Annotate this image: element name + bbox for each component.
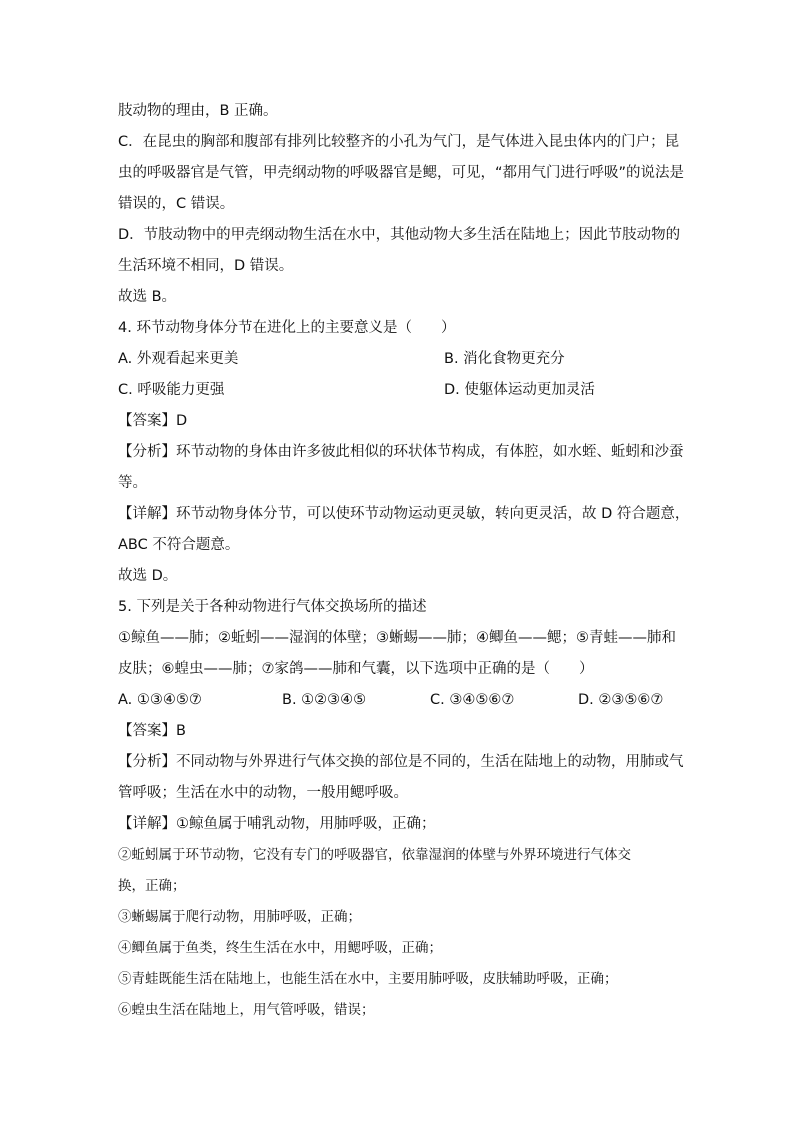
explanation-text: ④鲫鱼属于鱼类，终生生活在水中，用鳃呼吸，正确； [118,940,442,956]
answer-label: 【答案】D [118,413,188,429]
analysis-text: 【分析】不同动物与外界进行气体交换的部位是不同的，生活在陆地上的动物，用肺或气 [118,754,684,770]
analysis-text: 等。 [118,475,147,491]
option-c: C. ③④⑤⑥⑦ [430,692,515,708]
explanation-text: 换，正确； [118,878,186,894]
question-5-statement: 皮肤；⑥蝗虫——肺；⑦家鸽——肺和气囊，以下选项中正确的是（ ） [118,661,594,677]
option-a: A. ①③④⑤⑦ [118,692,202,708]
question-4-options-row-2 [118,375,678,406]
text-line: D．节肢动物中的甲壳纲动物生活在水中，其他动物大多生活在陆地上；因此节肢动物的 [118,227,681,243]
text-line: 故选 B。 [118,289,177,305]
explanation-text: ⑥蝗虫生活在陆地上，用气管呼吸，错误； [118,1002,375,1018]
analysis-text: 管呼吸；生活在水中的动物，一般用鳃呼吸。 [118,785,408,801]
option-b: B. 消化食物更充分 [444,351,565,367]
text-line: 肢动物的理由，B 正确。 [118,103,278,119]
explanation-text: ③蜥蜴属于爬行动物，用肺呼吸，正确； [118,909,361,925]
explanation-text: 【详解】①鲸鱼属于哺乳动物，用肺呼吸，正确； [118,816,436,832]
option-d: D. 使躯体运动更加灵活 [444,382,595,398]
question-4-stem: 4. 环节动物身体分节在进化上的主要意义是（ ） [118,320,456,336]
text-line: C．在昆虫的胸部和腹部有排列比较整齐的小孔为气门，是气体进入昆虫体内的门户；昆 [118,134,680,150]
option-a: A. 外观看起来更美 [118,351,239,367]
question-5-options-row [118,685,678,716]
analysis-text: 【分析】环节动物的身体由许多彼此相似的环状体节构成，有体腔，如水蛭、蚯蚓和沙蚕 [118,444,684,460]
document-page [118,96,690,1026]
explanation-text: ⑤青蛙既能生活在陆地上，也能生活在水中，主要用肺呼吸，皮肤辅助呼吸，正确； [118,971,618,987]
question-4-options-row-1 [118,344,678,375]
explanation-text: ABC 不符合题意。 [118,537,240,553]
explanation-text: 【详解】环节动物身体分节，可以使环节动物运动更灵敏，转向更灵活，故 D 符合题意， [118,506,690,522]
question-5-stem: 5. 下列是关于各种动物进行气体交换场所的描述 [118,599,427,615]
explanation-text: ②蚯蚓属于环节动物，它没有专门的呼吸器官，依靠湿润的体壁与外界环境进行气体交 [118,847,631,863]
text-line: 生活环境不相同，D 错误。 [118,258,294,274]
option-d: D. ②③⑤⑥⑦ [578,692,664,708]
option-c: C. 呼吸能力更强 [118,382,225,398]
text-line: 错误的，C 错误。 [118,196,235,212]
selection-text: 故选 D。 [118,568,178,584]
text-line: 虫的呼吸器官是气管，甲壳纲动物的呼吸器官是鳃，可见，“都用气门进行呼吸”的说法是 [118,165,685,181]
option-b: B. ①②③④⑤ [282,692,367,708]
answer-label: 【答案】B [118,723,186,739]
question-5-statement: ①鲸鱼——肺；②蚯蚓——湿润的体壁；③蜥蜴——肺；④鲫鱼——鳃；⑤青蛙——肺和 [118,630,676,646]
